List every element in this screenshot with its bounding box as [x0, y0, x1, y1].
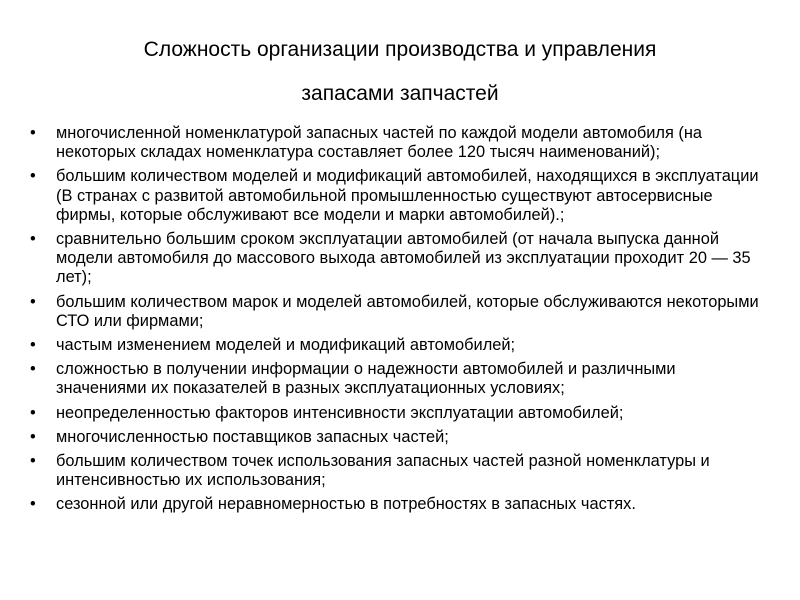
bullet-icon: • — [30, 292, 36, 311]
list-item-text: большим количеством моделей и модификаций автомобилей, находящихся в эксплуатации (В странах с развитой автомобильной промышленностью существуют автосервисные фирмы, которые обслуживают все модели и марки автомобилей).; — [56, 167, 759, 224]
list-item — [30, 360, 770, 398]
bullet-icon: • — [30, 403, 36, 422]
list-item-text: сезонной или другой неравномерностью в потребностях в запасных частях. — [56, 495, 636, 514]
bullet-icon: • — [30, 427, 36, 446]
list-item — [30, 452, 770, 490]
bullet-icon: • — [30, 230, 36, 249]
bullet-icon: • — [30, 167, 36, 186]
list-item — [30, 124, 770, 162]
list-item-text: многочисленной номенклатурой запасных частей по каждой модели автомобиля (на некоторых складах номенклатура составляет более 120 тысяч наименований); — [56, 124, 703, 162]
list-item — [30, 495, 770, 514]
slide-title-line-1: Сложность организации производства и управления — [143, 38, 657, 61]
list-item — [30, 230, 770, 288]
list-item-text: неопределенностью факторов интенсивности эксплуатации автомобилей; — [56, 403, 624, 422]
list-item — [30, 293, 770, 331]
bullet-icon: • — [30, 124, 36, 142]
bullet-icon: • — [30, 495, 36, 514]
list-item-text: многочисленностью поставщиков запасных частей; — [56, 427, 449, 446]
list-item-text: большим количеством точек использования запасных частей разной номенклатуры и интенсивностью их использования; — [56, 452, 710, 490]
bullet-list — [30, 124, 770, 520]
slide-title-line-2: запасами запчастей — [301, 82, 499, 105]
bullet-icon: • — [30, 336, 36, 355]
list-item — [30, 336, 770, 355]
list-item-text: сравнительно большим сроком эксплуатации автомобилей (от начала выпуска данной модели автомобиля до массового выхода автомобилей из эксплуатации проходит 20 — 35 лет); — [56, 230, 751, 287]
list-item-text: большим количеством марок и моделей автомобилей, которые обслуживаются некоторыми СТО или фирмами; — [56, 292, 759, 330]
list-item — [30, 404, 770, 423]
list-item-text: сложностью в получении информации о надежности автомобилей и различными значениями их показателей в разных эксплуатационных условиях; — [56, 360, 676, 398]
bullet-icon: • — [30, 452, 36, 471]
list-item — [30, 428, 770, 447]
list-item-text: частым изменением моделей и модификаций автомобилей; — [56, 336, 516, 355]
slide-title — [40, 28, 760, 116]
list-item — [30, 167, 770, 225]
bullet-icon: • — [30, 360, 36, 379]
